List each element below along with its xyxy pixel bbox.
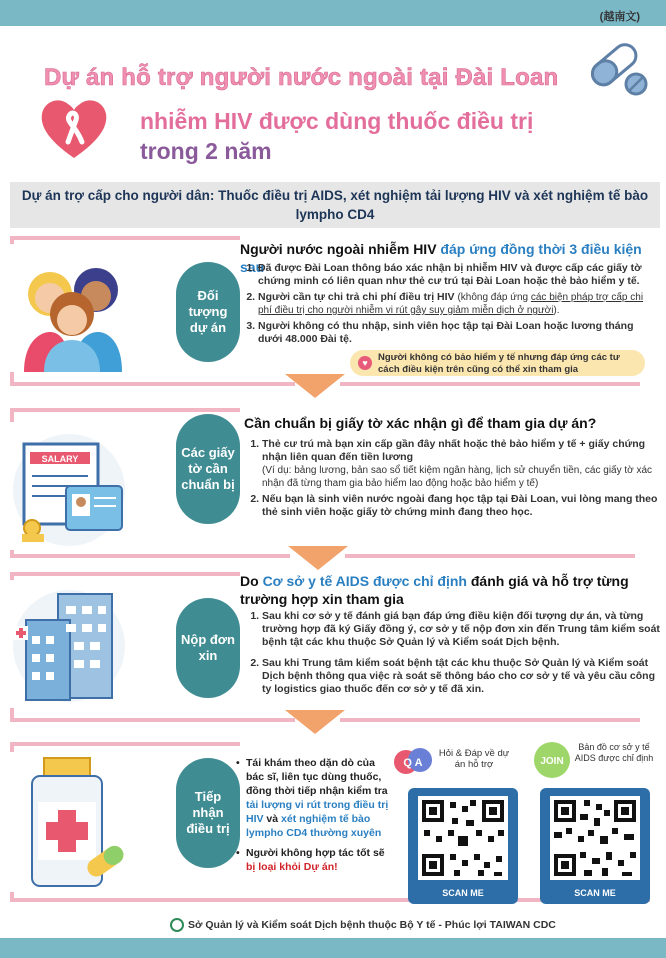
section-2-heading: Cần chuẩn bị giấy tờ xác nhận gì để tham gia dự án? [244, 415, 597, 431]
pill-icon [582, 30, 652, 100]
scan-me-label: SCAN ME [442, 888, 484, 898]
title-line-3: trong 2 năm [140, 138, 272, 164]
language-tag: (越南文) [599, 11, 640, 23]
divider [340, 382, 640, 386]
qa-qr-card[interactable] [408, 788, 518, 904]
join-badge-icon [532, 740, 572, 780]
insurance-note: ♥ Người không có bảo hiểm y tế nhưng đáp ứng các tư cách điều kiện trên cũng có thể xin tham gia [350, 350, 645, 376]
section-label-target: Đối tượng dự án [176, 262, 240, 362]
divider [10, 718, 295, 722]
subtitle-banner: Dự án trợ cấp cho người dân: Thuốc điều trị AIDS, xét nghiệm tải lượng HIV và xét nghiệm tế bào lympho CD4 [10, 182, 660, 228]
svg-text:JOIN: JOIN [540, 756, 564, 767]
bottom-bar [0, 938, 666, 958]
top-bar [0, 0, 666, 26]
list-item: 2. Nếu bạn là sinh viên nước ngoài đang học tập tại Đài Loan, vui lòng mang theo thẻ sinh viên hoặc giấy tờ chứng minh đang theo học. [262, 493, 662, 519]
people-illustration [10, 244, 128, 372]
salary-documents-illustration [10, 422, 128, 550]
svg-text:Q A: Q A [403, 757, 423, 769]
divider [10, 408, 240, 412]
divider [10, 572, 240, 576]
section-label-treatment: Tiếp nhận điều trị [176, 758, 240, 868]
list-item: 1. Thẻ cư trú mà bạn xin cấp gần đây nhất hoặc thẻ bảo hiểm y tế + giấy chứng nhận liên quan đến tiền lương (Ví dụ: bảng lương, bản sao sổ tiết kiệm ngân hàng, lịch sử chuyển tiền, các giấy tờ xác nhận đã từng tham gia bảo hiểm lao động hoặc bảo hiểm y tế) [262, 438, 662, 490]
divider [10, 382, 295, 386]
map-qr-label: Bản đồ cơ sở y tế AIDS được chỉ định [574, 742, 654, 763]
ribbon-heart-icon [38, 96, 110, 162]
section-1-list [240, 262, 658, 349]
section-label-apply: Nộp đơn xin [176, 598, 240, 698]
list-item: 2. Người cần tự chi trả chi phí điều trị HIV (không đáp ứng các biện pháp trợ cấp chi phí điều trị cho người nhiễm vi rút gây suy giảm miễn dịch ở người). [258, 291, 658, 317]
map-qr-card[interactable] [540, 788, 650, 904]
title-line-2: nhiễm HIV được dùng thuốc điều trị [140, 108, 534, 134]
cdc-logo-icon [170, 918, 184, 932]
list-item: 3. Người không có thu nhập, sinh viên học tập tại Đài Loan hoặc lương tháng dưới 48.000 Đài tệ. [258, 320, 658, 346]
divider [10, 236, 240, 240]
section-2-list [244, 438, 662, 522]
hospital-building-illustration [10, 580, 128, 708]
section-1-heading: Người nước ngoài nhiễm HIV đáp ứng đồng thời 3 điều kiện sau [240, 241, 642, 275]
divider [10, 742, 240, 746]
heart-icon: ♥ [358, 356, 372, 370]
medicine-bottle-illustration [10, 752, 128, 892]
scan-me-label: SCAN ME [574, 888, 616, 898]
section-label-documents: Các giấy tờ cần chuẩn bị [176, 414, 240, 524]
footer-credit: Sở Quản lý và Kiểm soát Dịch bệnh thuộc Bộ Y tế - Phúc lợi TAIWAN CDC [170, 918, 556, 932]
list-item: 2. Sau khi Trung tâm kiểm soát bệnh tật các khu thuộc Sở Quản lý và Kiểm soát Dịch bệnh thông qua việc rà soát sẽ thông báo cho cơ sở y tế và yêu cầu công ty logistics giao thuốc đến cơ sở y tế đã xin. [262, 657, 662, 696]
qa-qr-label: Hỏi & Đáp về dự án hỗ trợ [438, 748, 510, 770]
svg-text:SALARY: SALARY [41, 454, 79, 464]
divider [345, 554, 635, 558]
down-arrow-icon [285, 710, 345, 734]
section-3-heading: Do Cơ sở y tế AIDS được chỉ định đánh giá và hỗ trợ từng trường hợp xin tham gia [240, 573, 629, 607]
divider [340, 718, 640, 722]
divider [10, 554, 290, 558]
qa-badge-icon [392, 744, 434, 780]
list-item: • Tái khám theo dặn dò của bác sĩ, liên tục dùng thuốc, đồng thời tiếp nhận kiểm tra tải lượng vi rút trong điều trị HIV và xét nghiệm tế bào lympho CD4 thường xuyên [236, 756, 394, 840]
list-item: • Người không hợp tác tốt sẽ bị loại khỏi Dự án! [236, 846, 394, 874]
list-item: 1. Sau khi cơ sở y tế đánh giá bạn đáp ứng điều kiện đối tượng dự án, và từng trường hợp đã ký Giấy đồng ý, cơ sở y tế nộp đơn xin đến Trung tâm kiểm soát bệnh tật các khu thuộc Sở Quản lý và Kiểm soát Dịch bệnh. [262, 610, 662, 649]
section-4-list [236, 756, 394, 880]
list-item: 1. Đã được Đài Loan thông báo xác nhận bị nhiễm HIV và được cấp các giấy tờ chứng minh có liên quan như thẻ cư trú tại Đài Loan hoặc thẻ bảo hiểm y tế. [258, 262, 658, 288]
qr-code-icon[interactable] [418, 796, 508, 880]
qr-code-icon[interactable] [550, 796, 640, 880]
down-arrow-icon [285, 374, 345, 398]
title-line-1: Dự án hỗ trợ người nước ngoài tại Đài Loan [44, 64, 559, 91]
section-3-list [244, 610, 662, 699]
down-arrow-icon [288, 546, 348, 570]
